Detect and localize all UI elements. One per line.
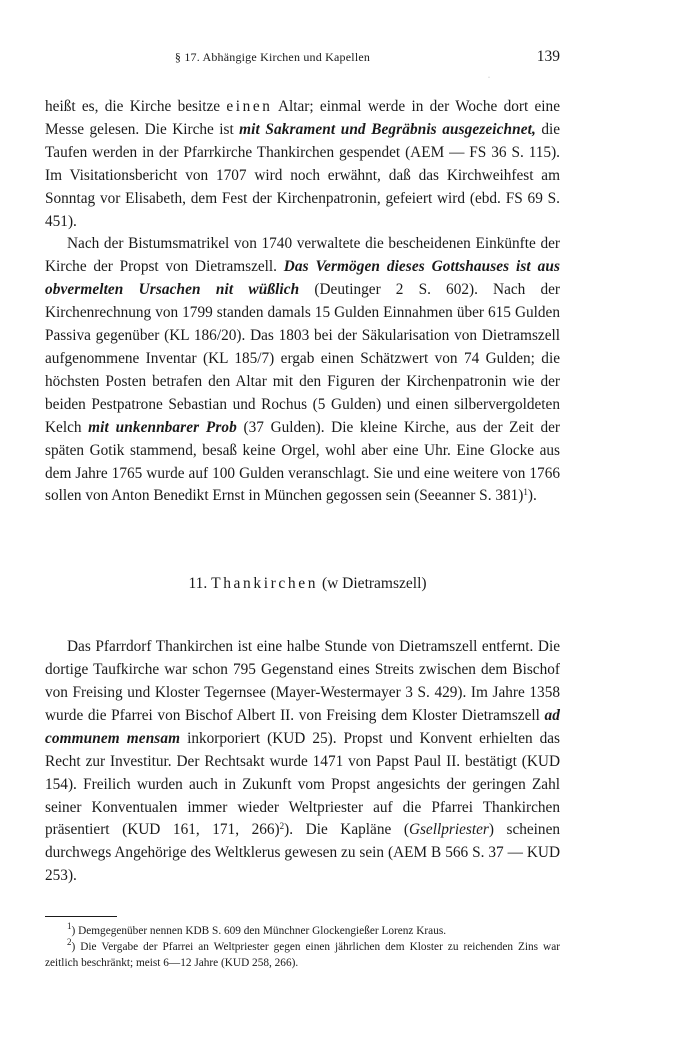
footnote-2: [45, 939, 560, 971]
text-run: ). Die Kapläne (: [284, 821, 409, 839]
main-text: [45, 96, 560, 888]
text-run: (Deutinger 2 S. 602). Nach der Kirchenrechnung von 1799 standen damals 15 Gulden Einnahmen über 615 Gulden Passiva gegenüber (KL 186/20). Das 1803 bei der Säkularisation von Dietramszell aufgenommene Inventar (KL 185/7) ergab einen Schätzwert von 74 Gulden; die höchsten Posten betrafen den Altar mit den Figuren der Kirchenpatronin wie der beiden Pestpatrone Sebastian und Rochus (5 Gulden) und einen silbervergoldeten Kelch: [45, 281, 560, 436]
text-run: heißt es, die Kirche besitze: [45, 98, 227, 115]
text-run: ) scheinen durchwegs Angehörige des Weltklerus gewesen zu sein (AEM B 566 S. 37 — KUD 253).: [45, 821, 561, 885]
text-run: inkorporiert (KUD 25). Propst und Konvent erhielten das Recht zur Investitur. Der Rechtsakt wurde 1471 von Papst Paul II. bestätigt (KUD 154). Freilich wurden auch in Zukunft vom Propst angesichts der geringen Zahl seiner Konventualen immer wieder Weltpriester auf die Pfarrei Thankirchen präsentiert (KUD 161, 171, 266): [45, 729, 560, 839]
book-page: [45, 48, 560, 971]
section-heading: [45, 573, 560, 596]
footnote-1: [45, 923, 560, 939]
page-number: 139: [536, 48, 560, 65]
quotation: mit Sakrament und Begräbnis ausgezeichnet,: [239, 120, 536, 138]
text-run: (37 Gulden). Die kleine Kirche, aus der Zeit der späten Gotik stammend, besaß keine Orgel, wohl aber eine Uhr. Eine Glocke aus dem Jahre 1765 wurde auf 100 Gulden veranschlagt. Sie und eine weitere von 1766 sollen von Anton Benedikt Ernst in München gegossen sein (Seeanner S. 381): [45, 418, 560, 505]
footnote-marker: 2: [67, 937, 72, 948]
section-subtitle: (w Dietramszell): [318, 575, 427, 593]
footnote-ref-1[interactable]: 1: [523, 487, 528, 498]
footnote-marker: 1: [67, 921, 72, 932]
footnote-text: ) Die Vergabe der Pfarrei an Weltpriester gegen einen jährlichen dem Kloster zu reichenden Zins war zeitlich beschränkt; meist 6—12 Jahre (KUD 258, 266).: [45, 941, 560, 970]
text-run: ).: [527, 487, 537, 505]
footnotes: [45, 923, 560, 971]
footnote-ref-2[interactable]: 2: [279, 821, 285, 832]
quotation: Das Vermögen dieses Gottshauses ist aus obvermelten Ursachen nit wüßlich: [45, 258, 560, 299]
section-title: Thankirchen: [211, 575, 319, 593]
page-header: [45, 48, 560, 81]
text-run: die Taufen werden in der Pfarrkirche Thankirchen gespendet (AEM — FS 36 S. 115). Im Visitationsbericht von 1707 wird noch erwähnt, daß das Kirchweihfest am Sonntag vor Elisabeth, dem Fest der Kirchenpatronin, gefeiert wird (ebd. FS 69 S. 451).: [45, 120, 561, 230]
emphasized-word: einen: [226, 98, 273, 115]
running-title: § 17. Abhängige Kirchen und Kapellen: [174, 50, 371, 64]
text-run: Nach der Bistumsmatrikel von 1740 verwaltete die bescheidenen Einkünfte der Kirche der Propst von Dietramszell.: [45, 235, 560, 276]
footnote-divider: [45, 916, 117, 917]
paragraph-1: [45, 96, 560, 233]
section-number: 11.: [188, 575, 212, 593]
quotation: mit unkennbarer Prob: [88, 418, 237, 436]
paragraph-2: [45, 233, 560, 508]
quotation: Gsellpriester: [408, 821, 489, 839]
paragraph-3: [45, 636, 560, 888]
print-mark: ·: [488, 75, 490, 81]
text-run: Das Pfarrdorf Thankirchen ist eine halbe Stunde von Dietramszell entfernt. Die dortige Taufkirche war schon 795 Gegenstand eines Streits zwischen dem Bischof von Freising und Kloster Tegernsee (Mayer-Westermayer 3 S. 429). Im Jahre 1358 wurde die Pfarrei von Bischof Albert II. von Freising dem Kloster Dietramszell: [45, 638, 560, 724]
text-run: Altar; einmal werde in der Woche dort eine Messe gelesen. Die Kirche ist: [45, 98, 560, 138]
footnote-text: ) Demgegenüber nennen KDB S. 609 den Münchner Glockengießer Lorenz Kraus.: [71, 925, 447, 938]
quotation: ad communem mensam: [45, 706, 560, 747]
